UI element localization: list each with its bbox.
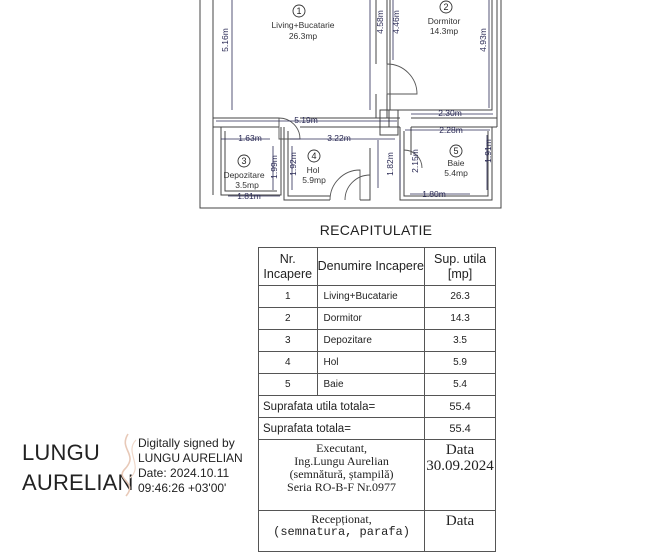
data-block-2 xyxy=(425,511,496,552)
data-value: 30.09.2024 xyxy=(426,458,494,474)
executant-line3: (semnătură, ștampilă) xyxy=(289,467,394,481)
executant-line1: Executant, xyxy=(316,441,368,455)
row-area: 5.4 xyxy=(425,374,496,396)
row-area: 3.5 xyxy=(425,330,496,352)
header-area: Sup. utila [mp] xyxy=(425,248,496,286)
room-4-number: 4 xyxy=(311,151,317,161)
dim-180: 1.80m xyxy=(422,189,446,199)
dim-230: 2.30m xyxy=(438,108,462,118)
room-5-name: Baie xyxy=(447,158,465,168)
dim-191: 1.91m xyxy=(483,139,493,163)
row-nr: 4 xyxy=(259,352,318,374)
row-nr: 3 xyxy=(259,330,318,352)
sig-info-line1: Digitally signed by xyxy=(138,436,235,450)
receptionat-row xyxy=(259,511,496,552)
executant-block xyxy=(259,440,425,511)
dim-516: 5.16m xyxy=(220,28,230,52)
executant-row xyxy=(259,440,496,511)
room-2-area: 14.3mp xyxy=(429,26,459,36)
signature-info xyxy=(138,436,243,496)
room-3-area: 3.5mp xyxy=(235,180,259,190)
sig-info-line2: LUNGU AURELIAN xyxy=(138,451,243,465)
floor-plan xyxy=(0,0,662,215)
receptionat-block xyxy=(259,511,425,552)
room-2-name: Dormitor xyxy=(427,16,461,26)
receptionat-line2: (semnatura, parafa) xyxy=(273,525,410,539)
room-5-number: 5 xyxy=(453,146,459,156)
dim-215: 2.15m xyxy=(410,149,420,173)
dim-192: 1.92m xyxy=(288,152,298,176)
table-row xyxy=(259,308,496,330)
total-value: 55.4 xyxy=(425,418,496,440)
dim-163: 1.63m xyxy=(238,133,262,143)
row-area: 14.3 xyxy=(425,308,496,330)
room-3-number: 3 xyxy=(241,156,247,166)
receptionat-line1: Recepționat, xyxy=(311,512,372,526)
header-name: Denumire Incapere xyxy=(317,248,425,286)
total-useful-label: Suprafata utila totala= xyxy=(259,396,425,418)
table-row xyxy=(259,374,496,396)
row-nr: 1 xyxy=(259,286,318,308)
room-1-name: Living+Bucatarie xyxy=(271,20,335,30)
data-label-2: Data xyxy=(445,513,475,529)
header-nr: Nr. Incapere xyxy=(259,248,318,286)
room-2-number: 2 xyxy=(443,2,449,12)
dim-519: 5.19m xyxy=(294,115,318,125)
recap-header-row xyxy=(259,248,496,286)
table-row xyxy=(259,286,496,308)
dim-458: 4.58m xyxy=(375,10,385,34)
room-3-name: Depozitare xyxy=(223,170,265,180)
row-name: Baie xyxy=(317,374,425,396)
table-row xyxy=(259,330,496,352)
signer-name-line1: LUNGU xyxy=(22,440,101,465)
executant-line2: Ing.Lungu Aurelian xyxy=(294,454,389,468)
row-area: 5.9 xyxy=(425,352,496,374)
room-5-area: 5.4mp xyxy=(444,168,468,178)
total-useful-row xyxy=(259,396,496,418)
dim-493: 4.93m xyxy=(478,28,488,52)
row-name: Dormitor xyxy=(317,308,425,330)
row-name: Living+Bucatarie xyxy=(317,286,425,308)
dim-228: 2.28m xyxy=(439,125,463,135)
total-label: Suprafata totala= xyxy=(259,418,425,440)
row-nr: 2 xyxy=(259,308,318,330)
row-area: 26.3 xyxy=(425,286,496,308)
row-nr: 5 xyxy=(259,374,318,396)
recap-title: RECAPITULATIE xyxy=(319,222,433,238)
dim-446: 4.46m xyxy=(391,10,401,34)
dim-182: 1.82m xyxy=(385,152,395,176)
dim-199: 1.99m xyxy=(269,155,279,179)
total-row xyxy=(259,418,496,440)
table-row xyxy=(259,352,496,374)
row-name: Depozitare xyxy=(317,330,425,352)
sig-info-line4: 09:46:26 +03'00' xyxy=(138,481,227,495)
recap-table xyxy=(258,247,496,552)
data-block xyxy=(425,440,496,511)
dim-181: 1.81m xyxy=(237,191,261,201)
room-1-number: 1 xyxy=(296,6,302,16)
data-label: Data xyxy=(445,442,475,458)
signer-name-line2: AURELIAN xyxy=(22,470,134,495)
room-1-area: 26.3mp xyxy=(288,31,318,41)
total-useful-value: 55.4 xyxy=(425,396,496,418)
dim-322: 3.22m xyxy=(327,133,351,143)
room-4-name: Hol xyxy=(306,165,320,175)
room-4-area: 5.9mp xyxy=(302,175,326,185)
row-name: Hol xyxy=(317,352,425,374)
executant-line4: Seria RO-B-F Nr.0977 xyxy=(287,480,397,494)
sig-info-line3: Date: 2024.10.11 xyxy=(138,466,230,480)
